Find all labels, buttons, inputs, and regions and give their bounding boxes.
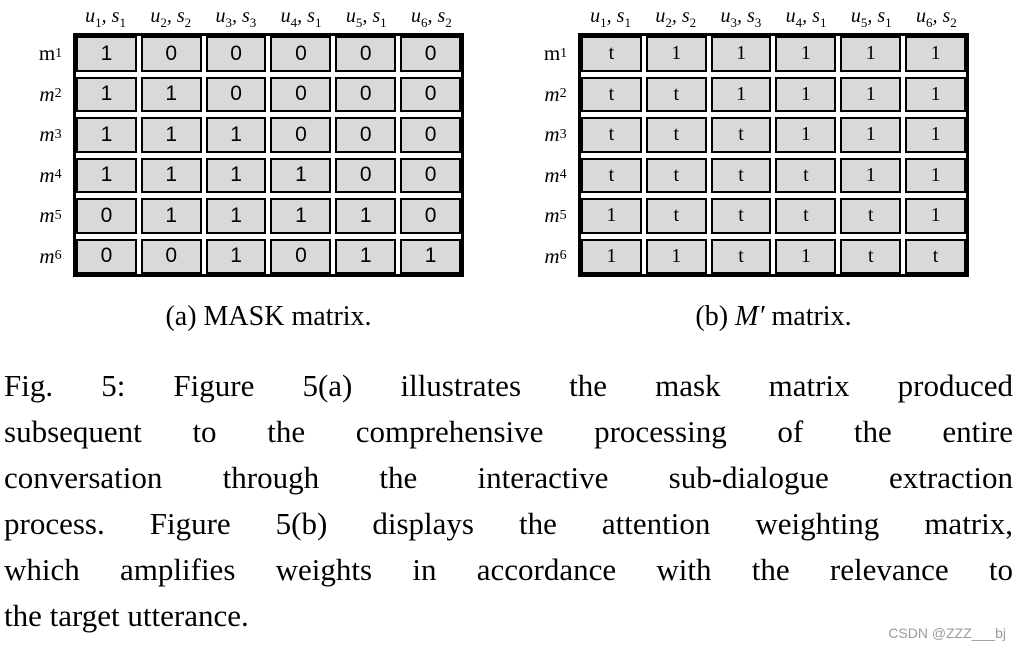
matrix-cell: 1 (141, 77, 202, 113)
column-header-label: $u_6$, $s_2$ (916, 5, 957, 30)
matrix-cell: t (581, 158, 642, 194)
mprime-matrix (533, 0, 969, 277)
matrix-cell: 1 (76, 36, 137, 72)
figure-caption-line: the target utterance. (4, 598, 249, 633)
figure-caption-line: conversation through the interactive sub-dialogue extraction (4, 460, 1013, 495)
row-header-label: m 3 (544, 122, 567, 147)
row-header-label: m 6 (39, 243, 62, 268)
matrix-cell: 0 (270, 239, 331, 275)
figure-caption-line: which amplifies weights in accordance with the relevance to (4, 552, 1013, 587)
matrix-cell: t (711, 117, 772, 153)
column-header-label: $u_4$, $s_1$ (785, 5, 827, 30)
matrix-cell: 1 (206, 158, 267, 194)
matrix-cell: 1 (335, 239, 396, 275)
row-header-label: m 2 (544, 81, 567, 106)
column-header-label: $u_2$, $s_2$ (150, 5, 192, 30)
matrix-cell: t (646, 198, 707, 234)
row-header-label: m 3 (39, 122, 62, 147)
matrix-cell: 0 (335, 77, 396, 113)
matrix-cell: 1 (141, 117, 202, 153)
mask-matrix (28, 0, 464, 277)
matrix-cell: 0 (270, 36, 331, 72)
matrix-cell: t (646, 117, 707, 153)
figure-caption-line: Fig. 5: Figure 5(a) illustrates the mask matrix produced (4, 368, 1013, 403)
matrix-cell: t (646, 158, 707, 194)
caption-term: M′ (735, 301, 765, 332)
matrix-cell: 0 (335, 117, 396, 153)
column-header-label: $u_4$, $s_1$ (280, 5, 322, 30)
mprime-matrix-grid (578, 33, 969, 277)
matrix-cell: 0 (335, 36, 396, 72)
row-header-label: m 1 (38, 41, 63, 66)
column-header-label: $u_3$, $s_3$ (720, 5, 762, 30)
row-header-label: m 4 (544, 162, 567, 187)
matrix-cell: t (581, 77, 642, 113)
matrix-cell: 1 (76, 117, 137, 153)
matrix-cell: t (581, 117, 642, 153)
mask-matrix-grid (73, 33, 464, 277)
matrix-cell: t (840, 239, 901, 275)
mprime-matrix-row-headers (533, 33, 578, 277)
matrix-cell: 1 (270, 158, 331, 194)
matrix-cell: 1 (270, 198, 331, 234)
row-header-label: m 6 (544, 243, 567, 268)
matrix-cell: 1 (840, 158, 901, 194)
matrix-cell: 1 (711, 36, 772, 72)
column-header-label: $u_5$, $s_1$ (850, 5, 892, 30)
matrix-cell: t (775, 198, 836, 234)
matrix-cell: t (840, 198, 901, 234)
matrix-cell: t (581, 36, 642, 72)
row-header-label: m 2 (39, 81, 62, 106)
matrix-cell: 1 (335, 198, 396, 234)
matrix-cell: t (905, 239, 966, 275)
matrix-cell: 0 (141, 36, 202, 72)
matrix-cell: 0 (400, 158, 461, 194)
matrix-cell: 0 (206, 36, 267, 72)
matrix-cell: 0 (335, 158, 396, 194)
matrix-cell: 1 (76, 158, 137, 194)
column-header-label: $u_2$, $s_2$ (655, 5, 697, 30)
matrix-cell: 1 (581, 198, 642, 234)
matrix-cell: 1 (905, 36, 966, 72)
matrix-cell: 1 (840, 77, 901, 113)
row-header-label: m 5 (544, 203, 567, 228)
matrix-cell: 1 (840, 117, 901, 153)
matrix-cell: 0 (76, 239, 137, 275)
matrix-cell: 1 (206, 198, 267, 234)
row-header-label: m 4 (39, 162, 62, 187)
matrix-cell: 0 (270, 77, 331, 113)
matrix-cell: 0 (400, 77, 461, 113)
matrix-corner-spacer (533, 0, 578, 33)
watermark: CSDN @ZZZ___bj (888, 625, 1006, 641)
figure-caption-line: process. Figure 5(b) displays the attention weighting matrix, (4, 506, 1013, 541)
matrix-cell: 1 (711, 77, 772, 113)
matrix-cell: 1 (775, 117, 836, 153)
matrix-cell: 1 (905, 158, 966, 194)
caption-term: MASK (203, 301, 285, 332)
figure-caption (4, 363, 1013, 639)
matrix-cell: 1 (840, 36, 901, 72)
matrix-cell: 1 (905, 77, 966, 113)
matrix-cell: 1 (775, 77, 836, 113)
matrix-cell: t (711, 158, 772, 194)
column-header-label: $u_1$, $s_1$ (590, 5, 631, 30)
matrix-cell: t (711, 198, 772, 234)
matrix-cell: 0 (206, 77, 267, 113)
matrix-cell: 1 (76, 77, 137, 113)
matrix-cell: 1 (581, 239, 642, 275)
matrix-cell: 0 (141, 239, 202, 275)
column-header-label: $u_1$, $s_1$ (85, 5, 126, 30)
figure-caption-line: subsequent to the comprehensive processing of the entire (4, 414, 1013, 449)
matrix-cell: 0 (76, 198, 137, 234)
row-header-label: m 1 (543, 41, 568, 66)
matrix-cell: 1 (141, 198, 202, 234)
matrix-cell: 1 (775, 36, 836, 72)
matrix-cell: 1 (646, 36, 707, 72)
panel-a-caption: (a) MASK matrix. (165, 301, 372, 332)
matrix-cell: 1 (206, 117, 267, 153)
panel-b-caption: (b) M′ matrix. (695, 301, 852, 332)
matrix-cell: 1 (775, 239, 836, 275)
row-header-label: m 5 (39, 203, 62, 228)
matrix-cell: 1 (905, 117, 966, 153)
mask-matrix-column-headers (73, 0, 464, 33)
matrix-cell: t (711, 239, 772, 275)
matrix-cell: 1 (206, 239, 267, 275)
matrix-corner-spacer (28, 0, 73, 33)
matrix-cell: 1 (141, 158, 202, 194)
matrix-cell: 0 (400, 117, 461, 153)
mprime-matrix-column-headers (578, 0, 969, 33)
matrix-cell: 1 (400, 239, 461, 275)
column-header-label: $u_5$, $s_1$ (345, 5, 387, 30)
matrix-cell: 1 (646, 239, 707, 275)
matrix-cell: 0 (400, 36, 461, 72)
matrix-cell: 0 (400, 198, 461, 234)
matrix-cell: 1 (905, 198, 966, 234)
column-header-label: $u_6$, $s_2$ (411, 5, 452, 30)
matrix-cell: 0 (270, 117, 331, 153)
matrix-cell: t (775, 158, 836, 194)
column-header-label: $u_3$, $s_3$ (215, 5, 257, 30)
matrix-cell: t (646, 77, 707, 113)
mask-matrix-row-headers (28, 33, 73, 277)
